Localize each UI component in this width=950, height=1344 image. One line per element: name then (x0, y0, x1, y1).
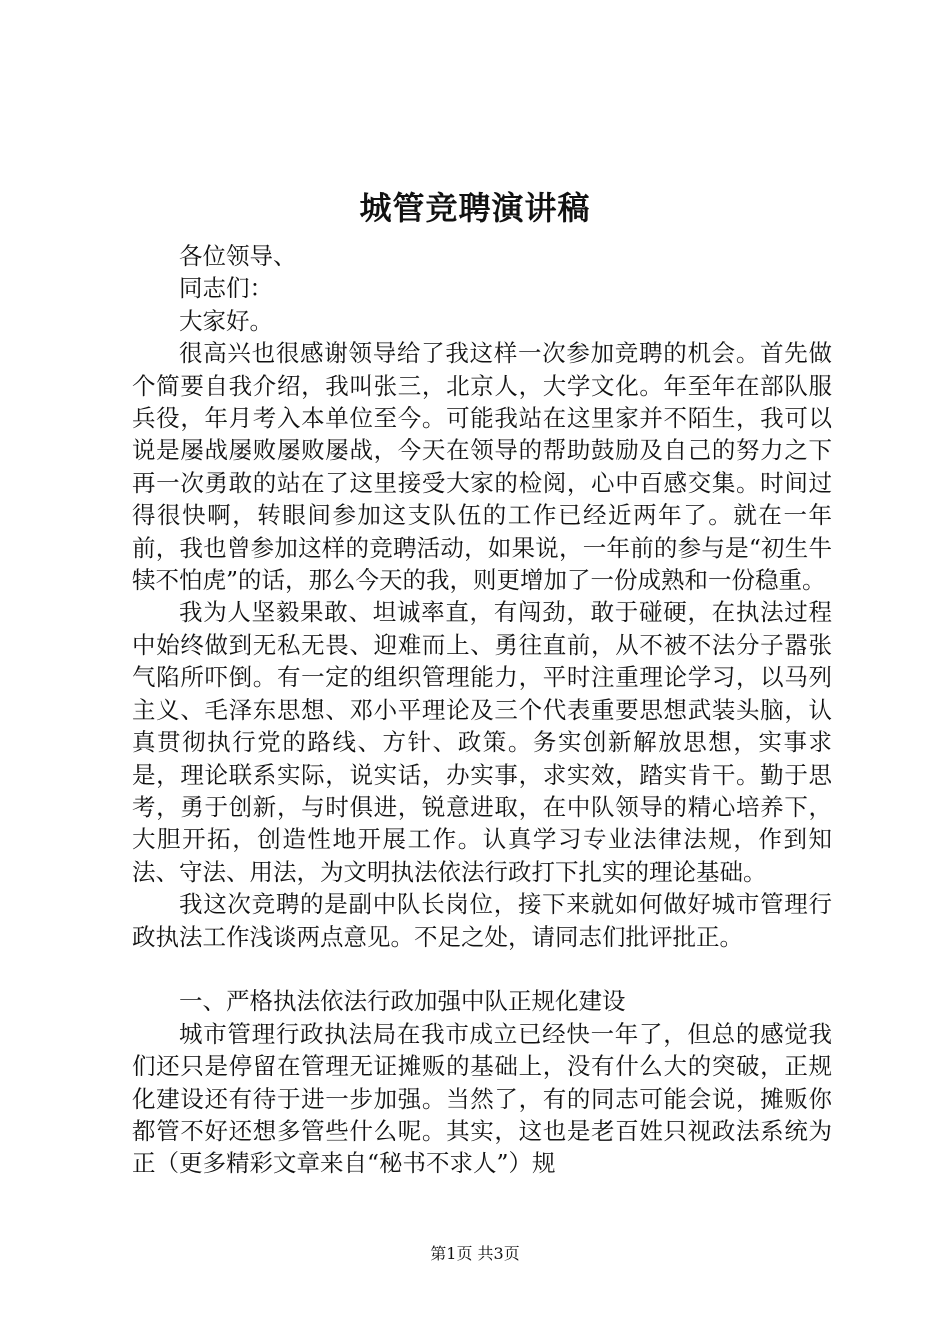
document-body (132, 240, 832, 1180)
salutation-leaders: 各位领导、 (179, 242, 297, 270)
paragraph-spacer (132, 953, 832, 985)
salutation-greeting: 大家好。 (179, 306, 273, 335)
paragraph-position: 我这次竞聘的是副中队长岗位，接下来就如何做好城市管理行政执法工作浅谈两点意见。不足之处，请同志们批评批正。 (132, 890, 832, 951)
salutation-comrades: 同志们： (179, 274, 273, 303)
section-heading: 一、严格执法依法行政加强中队正规化建设 (179, 987, 626, 1016)
paragraph-personal-qualities: 我为人坚毅果敢、坦诚率直，有闯劲，敢于碰硬，在执法过程中始终做到无私无畏、迎难而上、勇往直前，从不被不法分子嚣张气陷所吓倒。有一定的组织管理能力，平时注重理论学习，以马列主义、毛泽东思想、邓小平理论及三个代表重要思想武装头脑，认真贯彻执行党的路线、方针、政策。务实创新解放思想，实事求是，理论联系实际，说实话，办实事，求实效，踏实肯干。勤于思考，勇于创新，与时俱进，锐意进取，在中队领导的精心培养下，大胆开拓，创造性地开展工作。认真学习专业法律法规，作到知法、守法、用法，为文明执法依法行政打下扎实的理论基础。 (132, 598, 832, 886)
paragraph-section-one: 城市管理行政执法局在我市成立已经快一年了，但总的感觉我们还只是停留在管理无证摊贩的基础上，没有什么大的突破，正规化建设还有待于进一步加强。当然了，有的同志可能会说，摊贩你都管不好还想多管些什么呢。其实，这也是老百姓只视政法系统为正（更多精彩文章来自“秘书不求人”）规 (132, 1019, 832, 1178)
paragraph-introduction: 很高兴也很感谢领导给了我这样一次参加竞聘的机会。首先做个简要自我介绍，我叫张三，北京人，大学文化。年至年在部队服兵役，年月考入本单位至今。可能我站在这里家并不陌生，我可以说是屡战屡败屡败屡战，今天在领导的帮助鼓励及自己的努力之下再一次勇敢的站在了这里接受大家的检阅，心中百感交集。时间过得很快啊，转眼间参加这支队伍的工作已经近两年了。就在一年前，我也曾参加这样的竞聘活动，如果说，一年前的参与是“初生牛犊不怕虎”的话，那么今天的我，则更增加了一份成熟和一份稳重。 (132, 339, 832, 595)
document-title: 城管竞聘演讲稿 (359, 189, 591, 227)
page-number-footer: 第1页 共3页 (430, 1244, 520, 1263)
